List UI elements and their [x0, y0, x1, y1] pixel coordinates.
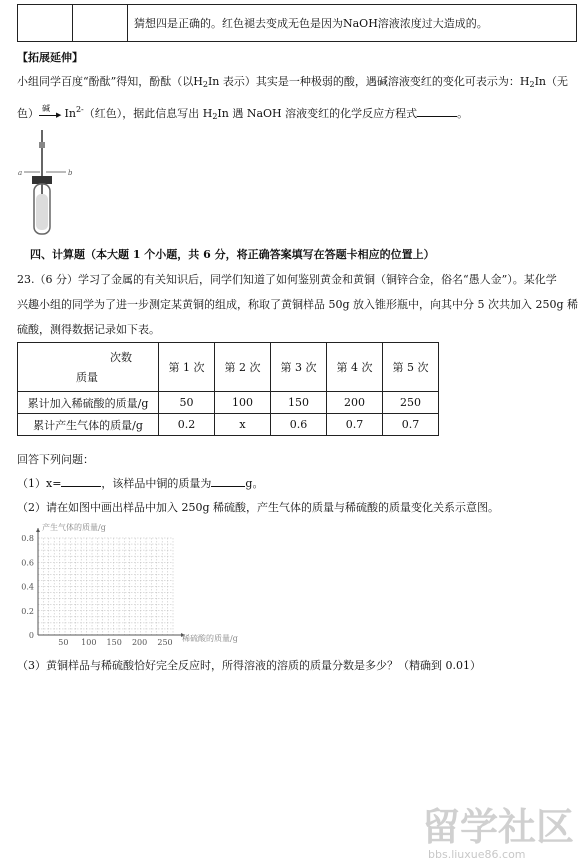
header-times-label: 次数: [110, 351, 132, 364]
chart-grid: [38, 538, 173, 635]
column-header: 第 2 次: [215, 343, 271, 392]
test-tube-apparatus-icon: [18, 128, 76, 240]
prev-answer-cell-empty-1: [18, 5, 73, 42]
apparatus-label-a: a: [18, 169, 23, 177]
answer-blank-equation[interactable]: [417, 106, 457, 117]
table-header-row: [18, 343, 439, 392]
q1-part-c: g。: [245, 477, 264, 490]
y-tick-label: 0.6: [21, 558, 34, 568]
table-cell: 0.6: [271, 414, 327, 436]
chart-y-label: 产生气体的质量/g: [42, 523, 106, 532]
watermark-text-big: 留学社区: [422, 805, 575, 849]
charge-sup: 2-: [75, 105, 84, 114]
prev-answer-table: [17, 4, 577, 42]
extension-line-2-a: 色）: [17, 107, 39, 120]
prev-answer-text: 猜想四是正确的。红色褪去变成无色是因为NaOH溶液浓度过大造成的。: [128, 5, 577, 42]
column-header: 第 1 次: [159, 343, 215, 392]
section-4-heading: 四、计算题（本大题 1 个小题，共 6 分，将正确答案填写在答题卡相应的位置上）: [30, 248, 435, 261]
chart-y-ticks: [21, 534, 34, 640]
answers-intro: 回答下列问题：: [17, 453, 94, 466]
q1-part-a: （1）x=: [17, 477, 62, 490]
column-header: 第 3 次: [271, 343, 327, 392]
table-cell: 200: [327, 392, 383, 414]
apparatus-label-b: b: [68, 169, 73, 177]
q23-line-1: 23.（6 分）学习了金属的有关知识后，同学们知道了如何鉴别黄金和黄铜（铜锌合金，俗名“愚人金”）。某化学: [17, 273, 557, 286]
reaction-arrow-icon: 碱 ▶: [39, 109, 61, 119]
table-cell: 150: [271, 392, 327, 414]
row-label: 累计加入稀硫酸的质量/g: [18, 392, 159, 414]
q1-part-b: ，该样品中铜的质量为: [101, 477, 212, 490]
answer-blank-copper-mass[interactable]: [211, 476, 245, 487]
extension-line-2-d: In 遇 NaOH 溶液变红的化学反应方程式: [217, 107, 418, 120]
column-header: 第 4 次: [327, 343, 383, 392]
y-tick-label: 0.8: [21, 534, 34, 543]
sub-2: 2: [212, 112, 218, 121]
extension-line-2-b: In: [64, 107, 76, 120]
chart-x-label: 稀硫酸的质量/g: [182, 634, 238, 643]
table-cell: 0.7: [327, 414, 383, 436]
header-mass-label: 质量: [76, 371, 98, 384]
table-cell: 50: [159, 392, 215, 414]
table-cell: 100: [215, 392, 271, 414]
q23-line-2: 兴趣小组的同学为了进一步测定某黄铜的组成，称取了黄铜样品 50g 放入锥形瓶中，向其中分 5 次共加入 250g 稀: [17, 298, 579, 311]
sub-2: 2: [529, 80, 535, 89]
y-axis-arrow-icon: [36, 528, 40, 532]
answer-q1: [17, 476, 263, 491]
x-tick-label: 250: [157, 638, 173, 647]
y-tick-label: 0.4: [21, 582, 34, 592]
extension-heading: 【拓展延伸】: [17, 51, 83, 64]
y-tick-label: 0.2: [21, 606, 34, 616]
x-tick-label: 200: [131, 638, 148, 647]
chart-axes: [36, 528, 185, 637]
table-cell: 0.2: [159, 414, 215, 436]
watermark-text-small: bbs.liuxue86.com: [428, 848, 526, 861]
watermark-logo: [420, 800, 580, 862]
extension-line-1-b: In 表示）其实是一种极弱的酸，遇碱溶液变红的变化可表示为：H: [207, 75, 530, 88]
extension-line-1-c: In（无: [534, 75, 568, 88]
arrow-condition: 碱: [42, 104, 50, 113]
table-cell: 0.7: [383, 414, 439, 436]
answer-blank-x[interactable]: [61, 476, 101, 487]
data-table: [17, 342, 439, 436]
table-cell: x: [215, 414, 271, 436]
answer-chart[interactable]: [10, 520, 260, 650]
extension-line-2-c: （红色），据此信息写出 H: [83, 107, 213, 120]
x-tick-label: 150: [106, 638, 122, 647]
table-cell: 250: [383, 392, 439, 414]
q23-line-3: 硫酸，测得数据记录如下表。: [17, 323, 160, 336]
answer-q3: （3）黄铜样品与稀硫酸恰好完全反应时，所得溶液的溶质的质量分数是多少？（精确到 0.01）: [17, 659, 481, 672]
table-row: [18, 392, 439, 414]
extension-line-2: 色） 碱 ▶ $In^{2-}$（红色），据此信息写出 $H_2In$ 遇 NaOH 溶液变红的化学反应方程式 。: [17, 102, 468, 124]
extension-line-1-a: 小组同学百度“酚酞”得知，酚酞（以H: [17, 75, 203, 88]
extension-line-1: [17, 74, 568, 92]
table-row: [18, 414, 439, 436]
row-label: 累计产生气体的质量/g: [18, 414, 159, 436]
prev-answer-cell-empty-2: [73, 5, 128, 42]
chart-x-ticks: [58, 638, 172, 647]
column-header: 第 5 次: [383, 343, 439, 392]
x-tick-label: 50: [58, 638, 69, 647]
answer-q2: （2）请在如图中画出样品中加入 250g 稀硫酸，产生气体的质量与稀硫酸的质量变化关系示意图。: [17, 501, 500, 514]
sub-2: 2: [202, 80, 208, 89]
x-tick-label: 100: [81, 638, 97, 647]
table-corner-cell: [18, 343, 159, 392]
y-tick-label: 0: [28, 631, 34, 640]
